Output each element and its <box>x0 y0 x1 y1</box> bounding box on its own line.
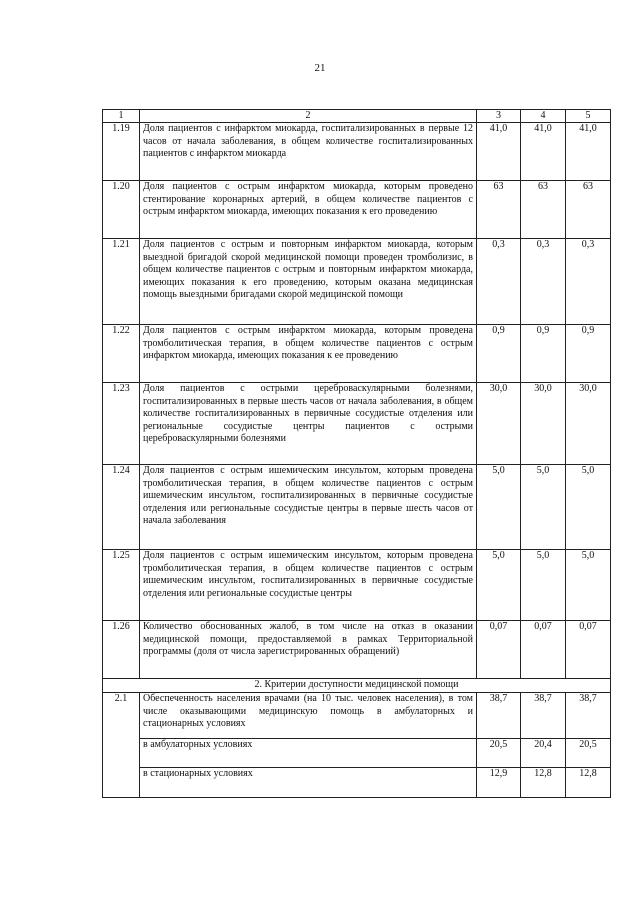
value-col-4: 12,8 <box>521 768 566 798</box>
criteria-table <box>102 109 611 798</box>
row-number: 1.23 <box>103 383 140 465</box>
value-col-4: 63 <box>521 181 566 239</box>
row-number: 2.1 <box>103 693 140 798</box>
value-col-5: 20,5 <box>566 739 611 768</box>
table-header-row <box>103 110 611 123</box>
value-col-3: 0,3 <box>477 239 521 325</box>
value-col-3: 12,9 <box>477 768 521 798</box>
value-col-3: 5,0 <box>477 465 521 550</box>
row-description: Количество обоснованных жалоб, в том числе на отказ в оказании медицинской помощи, предоставляемой в рамках Территориальной программы (доля от числа зарегистрированных обращений) <box>140 621 477 679</box>
row-number: 1.24 <box>103 465 140 550</box>
row-description: Доля пациентов с острыми цереброваскулярными болезнями, госпитализированных в первые шесть часов от начала заболевания, в общем количестве госпитализированных в первичные сосудистые отделения или региональные сосудистые центры пациентов с острыми цереброваскулярными болезнями <box>140 383 477 465</box>
value-col-5: 5,0 <box>566 550 611 621</box>
table-row <box>103 239 611 325</box>
value-col-5: 0,3 <box>566 239 611 325</box>
value-col-4: 30,0 <box>521 383 566 465</box>
value-col-4: 20,4 <box>521 739 566 768</box>
value-col-5: 41,0 <box>566 123 611 181</box>
value-col-4: 5,0 <box>521 465 566 550</box>
row-number: 1.25 <box>103 550 140 621</box>
value-col-4: 41,0 <box>521 123 566 181</box>
value-col-3: 5,0 <box>477 550 521 621</box>
value-col-3: 41,0 <box>477 123 521 181</box>
value-col-4: 0,9 <box>521 325 566 383</box>
value-col-3: 0,07 <box>477 621 521 679</box>
row-description: Доля пациентов с острым инфарктом миокарда, которым проведена тромболитическая терапия, в общем количестве пациентов с острым инфарктом миокарда, имеющих показания к ее проведению <box>140 325 477 383</box>
table-row <box>103 693 611 739</box>
row-description: Доля пациентов с острым и повторным инфарктом миокарда, которым выездной бригадой скорой медицинской помощи проведен тромболизис, в общем количестве пациентов с острым и повторным инфарктом миокарда, имеющих показания к его проведению, которым оказана медицинская помощь выездными бригадами скорой медицинской помощи <box>140 239 477 325</box>
value-col-5: 5,0 <box>566 465 611 550</box>
header-col-2: 2 <box>140 110 477 123</box>
header-col-4: 4 <box>521 110 566 123</box>
row-description: Доля пациентов с острым инфарктом миокарда, которым проведено стентирование коронарных артерий, в общем количестве пациентов с острым инфарктом миокарда, имеющих показания к его проведению <box>140 181 477 239</box>
subrow-description: в амбулаторных условиях <box>140 739 477 768</box>
value-col-4: 38,7 <box>521 693 566 739</box>
header-col-3: 3 <box>477 110 521 123</box>
header-col-1: 1 <box>103 110 140 123</box>
value-col-5: 0,07 <box>566 621 611 679</box>
table-row <box>103 621 611 679</box>
table-row <box>103 325 611 383</box>
section-title: 2. Критерии доступности медицинской помощи <box>103 679 611 693</box>
section-row <box>103 679 611 693</box>
value-col-3: 20,5 <box>477 739 521 768</box>
table-row <box>103 181 611 239</box>
value-col-4: 0,3 <box>521 239 566 325</box>
value-col-5: 38,7 <box>566 693 611 739</box>
row-number: 1.20 <box>103 181 140 239</box>
subrow-description: в стационарных условиях <box>140 768 477 798</box>
row-description: Доля пациентов с острым ишемическим инсультом, которым проведена тромболитическая терапия, в общем количестве пациентов с острым ишемическим инсультом, госпитализированных в первичные сосудистые отделения или региональные сосудистые центры <box>140 550 477 621</box>
table-row <box>103 383 611 465</box>
value-col-3: 63 <box>477 181 521 239</box>
row-description: Доля пациентов с инфарктом миокарда, госпитализированных в первые 12 часов от начала заболевания, в общем количестве госпитализированных пациентов с инфарктом миокарда <box>140 123 477 181</box>
row-description: Доля пациентов с острым ишемическим инсультом, которым проведена тромболитическая терапия, в общем количестве пациентов с острым ишемическим инсультом, госпитализированных в первичные сосудистые отделения или региональные сосудистые центры в первые шесть часов от начала заболевания <box>140 465 477 550</box>
table-row <box>103 465 611 550</box>
value-col-4: 5,0 <box>521 550 566 621</box>
row-number: 1.26 <box>103 621 140 679</box>
value-col-3: 38,7 <box>477 693 521 739</box>
value-col-5: 30,0 <box>566 383 611 465</box>
header-col-5: 5 <box>566 110 611 123</box>
row-number: 1.21 <box>103 239 140 325</box>
table-subrow <box>103 768 611 798</box>
value-col-5: 0,9 <box>566 325 611 383</box>
value-col-4: 0,07 <box>521 621 566 679</box>
value-col-3: 30,0 <box>477 383 521 465</box>
table-subrow <box>103 739 611 768</box>
page-number: 21 <box>314 62 326 74</box>
row-number: 1.22 <box>103 325 140 383</box>
value-col-5: 63 <box>566 181 611 239</box>
row-number: 1.19 <box>103 123 140 181</box>
row-description: Обеспеченность населения врачами (на 10 тыс. человек населения), в том числе оказывающими медицинскую помощь в амбулаторных и стационарных условиях <box>140 693 477 739</box>
table-row <box>103 550 611 621</box>
value-col-3: 0,9 <box>477 325 521 383</box>
value-col-5: 12,8 <box>566 768 611 798</box>
table-row <box>103 123 611 181</box>
